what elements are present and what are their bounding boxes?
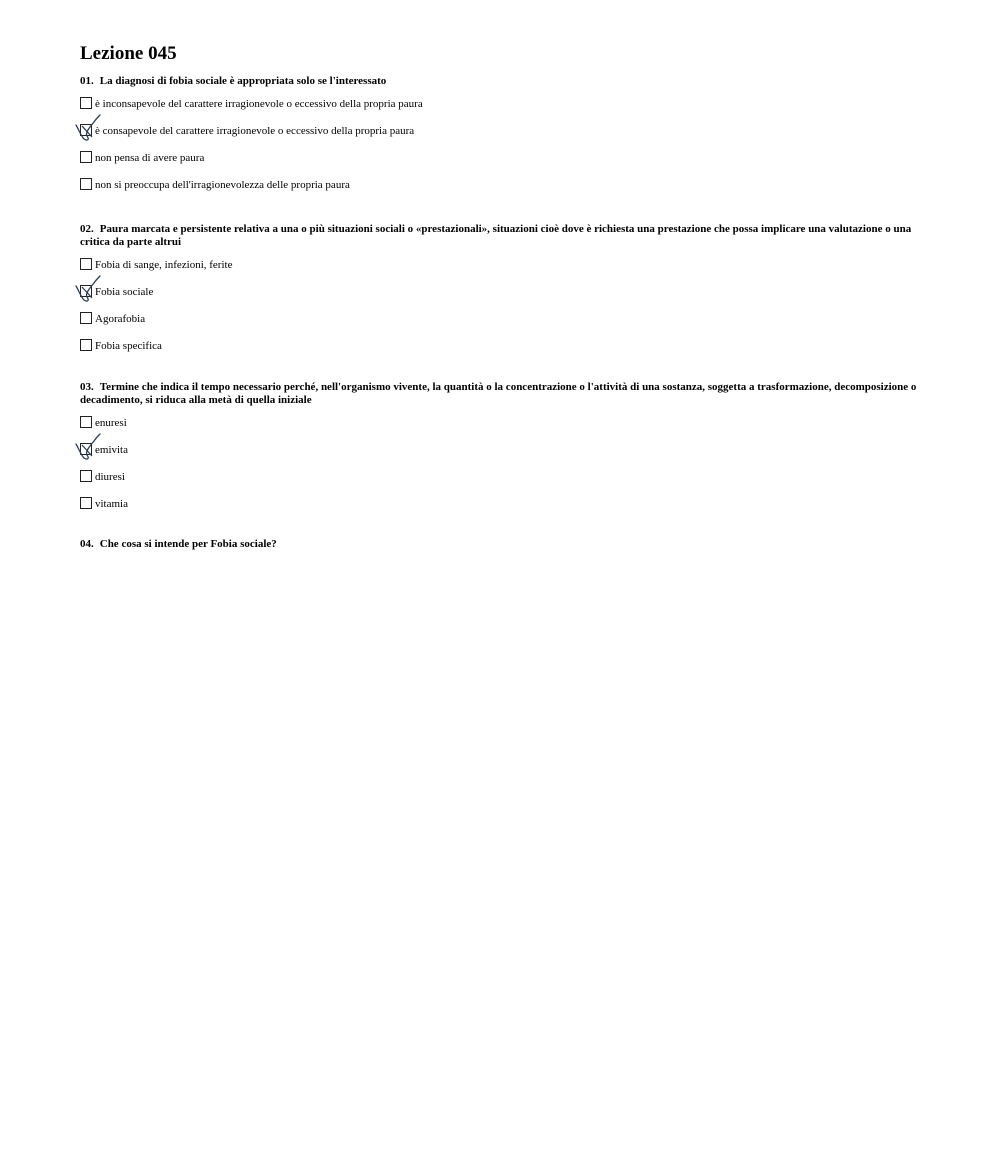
- option-label: Fobia specifica: [95, 340, 162, 352]
- option-item[interactable]: [80, 151, 920, 178]
- checkbox-icon[interactable]: [80, 258, 92, 270]
- question-text: [80, 223, 920, 249]
- option-item[interactable]: [80, 443, 920, 470]
- checkbox-icon[interactable]: [80, 443, 92, 455]
- checkbox-icon[interactable]: [80, 339, 92, 351]
- options-list: [80, 416, 920, 524]
- checkbox-icon[interactable]: [80, 312, 92, 324]
- option-label: è inconsapevole del carattere irragionevole o eccessivo della propria paura: [95, 98, 423, 110]
- option-label: è consapevole del carattere irragionevole o eccessivo della propria paura: [95, 125, 415, 137]
- checkbox-icon[interactable]: [80, 178, 92, 190]
- option-label: enuresi: [95, 417, 127, 429]
- option-label: diuresi: [95, 471, 125, 483]
- question-number: 02.: [80, 223, 94, 235]
- option-item[interactable]: [80, 178, 920, 205]
- check-stroke: [82, 287, 92, 298]
- option-item[interactable]: [80, 470, 920, 497]
- option-item[interactable]: [80, 258, 920, 285]
- options-list: [80, 97, 920, 205]
- question-body: La diagnosi di fobia sociale è appropriata solo se l'interessato: [99, 75, 387, 87]
- check-stroke: [82, 445, 92, 456]
- checkbox-icon[interactable]: [80, 151, 92, 163]
- option-label: emivita: [95, 444, 128, 456]
- question-body: Termine che indica il tempo necessario perché, nell'organismo vivente, la quantità o la concentrazione o l'attività di una sostanza, soggetta a trasformazione, decomposizione o decadimento, si riduca alla metà di quella iniziale: [80, 381, 917, 406]
- option-item[interactable]: [80, 285, 920, 312]
- question-number: 03.: [80, 381, 94, 393]
- document-page: [80, 42, 920, 550]
- option-label: Agorafobia: [95, 313, 146, 325]
- option-item[interactable]: [80, 497, 920, 524]
- option-label: Fobia sociale: [95, 286, 154, 298]
- question-body: Che cosa si intende per Fobia sociale?: [99, 538, 277, 550]
- checkbox-icon[interactable]: [80, 416, 92, 428]
- lesson-title: Lezione 045: [80, 43, 177, 64]
- option-item[interactable]: [80, 124, 920, 151]
- option-label: non pensa di avere paura: [95, 152, 205, 164]
- question-number: 04.: [80, 538, 94, 550]
- question-04: [80, 538, 920, 551]
- check-stroke: [82, 126, 92, 137]
- option-label: Fobia di sange, infezioni, ferite: [95, 259, 233, 271]
- checkbox-icon[interactable]: [80, 470, 92, 482]
- checkbox-icon[interactable]: [80, 497, 92, 509]
- question-body: Paura marcata e persistente relativa a una o più situazioni sociali o «prestazionali», situazioni cioè dove è richiesta una prestazione che possa implicare una valutazione o una critica da parte altrui: [80, 223, 912, 248]
- option-item[interactable]: [80, 339, 920, 366]
- checkbox-icon[interactable]: [80, 124, 92, 136]
- checkbox-icon[interactable]: [80, 285, 92, 297]
- option-label: vitamia: [95, 498, 128, 510]
- question-text: [80, 538, 920, 551]
- option-item[interactable]: [80, 416, 920, 443]
- checkbox-icon[interactable]: [80, 97, 92, 109]
- question-text: [80, 75, 920, 88]
- question-02: [80, 223, 920, 366]
- options-list: [80, 258, 920, 366]
- question-03: [80, 381, 920, 524]
- question-01: [80, 75, 920, 205]
- option-item[interactable]: [80, 97, 920, 124]
- option-label: non si preoccupa dell'irragionevolezza delle propria paura: [95, 179, 350, 191]
- option-item[interactable]: [80, 312, 920, 339]
- question-number: 01.: [80, 75, 94, 87]
- question-text: [80, 381, 920, 407]
